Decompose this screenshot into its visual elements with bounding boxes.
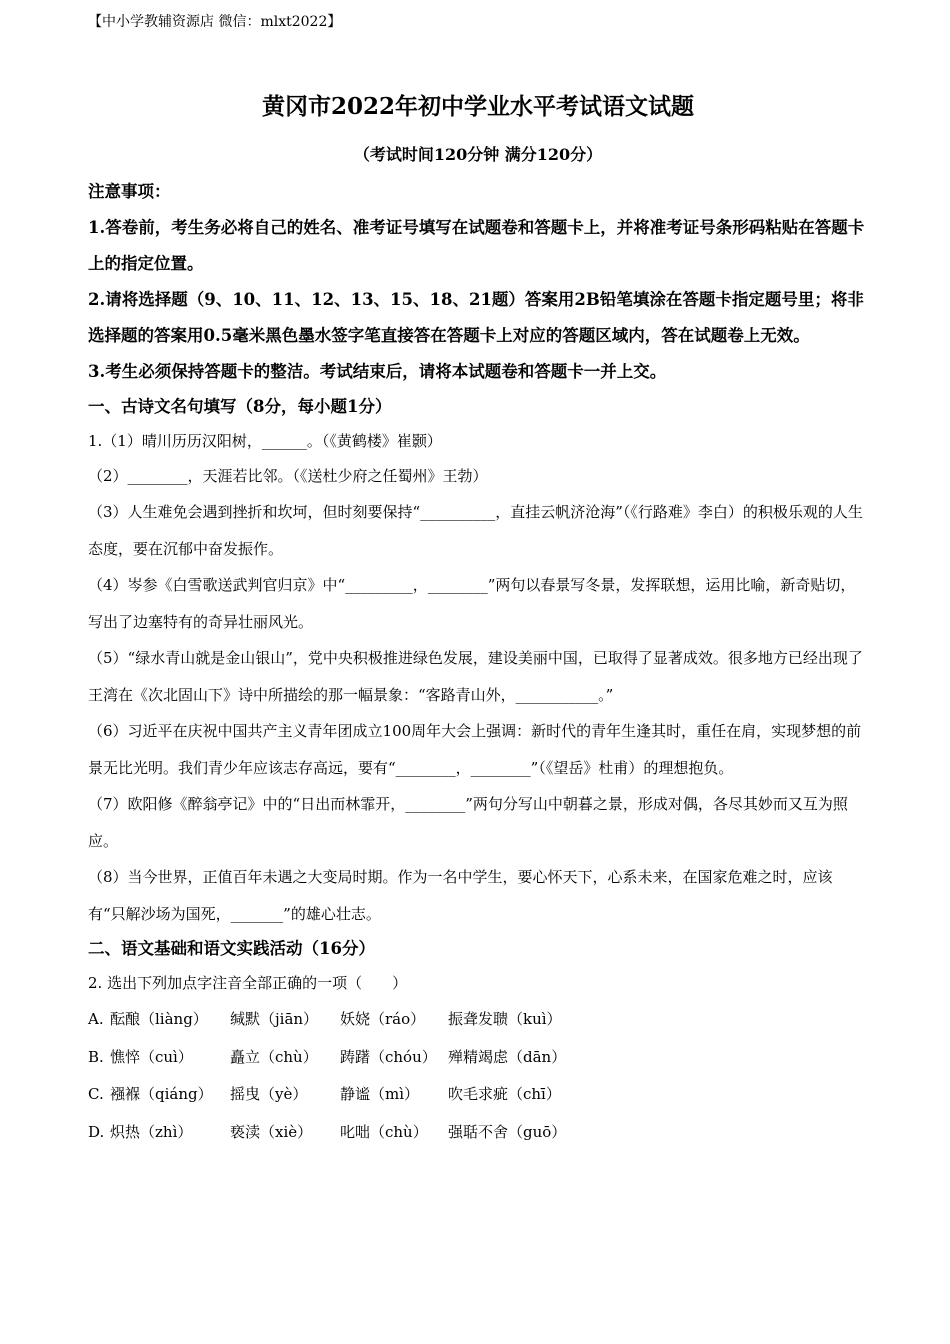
option-word: 振聋发聩（kuì）: [448, 1010, 562, 1028]
option-letter: A.: [88, 1010, 104, 1028]
section-1-heading: 一、古诗文名句填写（8分，每小题1分）: [88, 397, 392, 416]
exam-subtitle: （考试时间120分钟 满分120分）: [353, 145, 603, 164]
question-1-5: （5）“绿水青山就是金山银山”，党中央积极推进绿色发展，建设美丽中国，已取得了显著成效。很多地方已经出现了王湾在《次北固山下》诗中所描绘的那一幅景象：“客路青山外，___________。”: [88, 649, 863, 704]
option-word: 妖娆（ráo）: [340, 1010, 426, 1028]
option-word: 襁褓（qiáng）: [110, 1085, 213, 1103]
option-word: 吹毛求疵（chī）: [448, 1085, 561, 1103]
note-item-3: 3.考生必须保持答题卡的整洁。考试结束后，请将本试题卷和答题卡一并上交。: [88, 362, 667, 381]
option-word: 殚精竭虑（dān）: [448, 1047, 567, 1066]
question-1-6: （6）习近平在庆祝中国共产主义青年团成立100周年大会上强调：新时代的青年生逢其时，重任在肩，实现梦想的前景无比光明。我们青少年应该志存高远，要有“________，________”（《望岳》杜甫）的理想抱负。: [88, 722, 862, 777]
option-b[interactable]: [88, 1039, 868, 1077]
option-word: 矗立（chù）: [230, 1047, 318, 1066]
option-word: 摇曳（yè）: [230, 1085, 308, 1103]
option-word: 踌躇（chóu）: [340, 1047, 437, 1066]
question-1-3: （3）人生难免会遇到挫折和坎坷，但时刻要保持“__________，直挂云帆济沧海”（《行路难》李白）的积极乐观的人生态度，要在沉郁中奋发振作。: [88, 503, 863, 558]
option-word: 亵渎（xiè）: [230, 1122, 313, 1141]
exam-page: [88, 88, 868, 1151]
exam-title: 黄冈市2022年初中学业水平考试语文试题: [261, 93, 694, 120]
option-c[interactable]: [88, 1076, 868, 1114]
option-word: 憔悴（cuì）: [110, 1047, 193, 1066]
notes-heading: 注意事项：: [88, 182, 171, 201]
question-1-7: （7）欧阳修《醉翁亭记》中的“日出而林霏开，________”两句分写山中朝暮之景，形成对偶，各尽其妙而又互为照应。: [88, 795, 848, 850]
option-letter: C.: [88, 1085, 104, 1103]
question-1-1: 1.（1）晴川历历汉阳树，______。（《黄鹤楼》崔颢）: [88, 432, 442, 450]
note-item-1: 1.答卷前，考生务必将自己的姓名、准考证号填写在试题卷和答题卡上，并将准考证号条形码粘贴在答题卡上的指定位置。: [88, 218, 865, 273]
option-word: 静谧（mì）: [340, 1085, 420, 1103]
question-1-4: （4）岑参《白雪歌送武判官归京》中“_________，________”两句以春景写冬景，发挥联想，运用比喻，新奇贴切，写出了边塞特有的奇异壮丽风光。: [88, 576, 856, 631]
option-a[interactable]: [88, 1001, 868, 1039]
option-word: 酝酿（liàng）: [110, 1010, 208, 1028]
header-note: 【中小学教辅资源店 微信：mlxt2022】: [88, 14, 342, 30]
option-word: 缄默（jiān）: [230, 1010, 319, 1028]
question-1-2: （2）________，天涯若比邻。（《送杜少府之任蜀州》王勃）: [88, 467, 488, 485]
option-letter: D.: [88, 1122, 105, 1141]
option-letter: B.: [88, 1047, 104, 1066]
option-word: 强聒不舍（guō）: [448, 1122, 567, 1141]
option-d[interactable]: [88, 1114, 868, 1152]
question-1-8: （8）当今世界，正值百年未遇之大变局时期。作为一名中学生，要心怀天下，心系未来，在国家危难之时，应该有“只解沙场为国死，_______”的雄心壮志。: [88, 868, 833, 923]
option-word: 叱咄（chù）: [340, 1122, 428, 1141]
question-2-stem: 2. 选出下列加点字注音全部正确的一项（ ）: [88, 974, 408, 992]
section-2-heading: 二、语文基础和语文实践活动（16分）: [88, 939, 375, 958]
note-item-2: 2.请将选择题（9、10、11、12、13、15、18、21题）答案用2B铅笔填涂在答题卡指定题号里；将非选择题的答案用0.5毫米黑色墨水签字笔直接答在答题卡上对应的答题区域内，答在试题卷上无效。: [88, 290, 864, 345]
question-2-options: [88, 1001, 868, 1151]
option-word: 炽热（zhì）: [110, 1122, 193, 1141]
